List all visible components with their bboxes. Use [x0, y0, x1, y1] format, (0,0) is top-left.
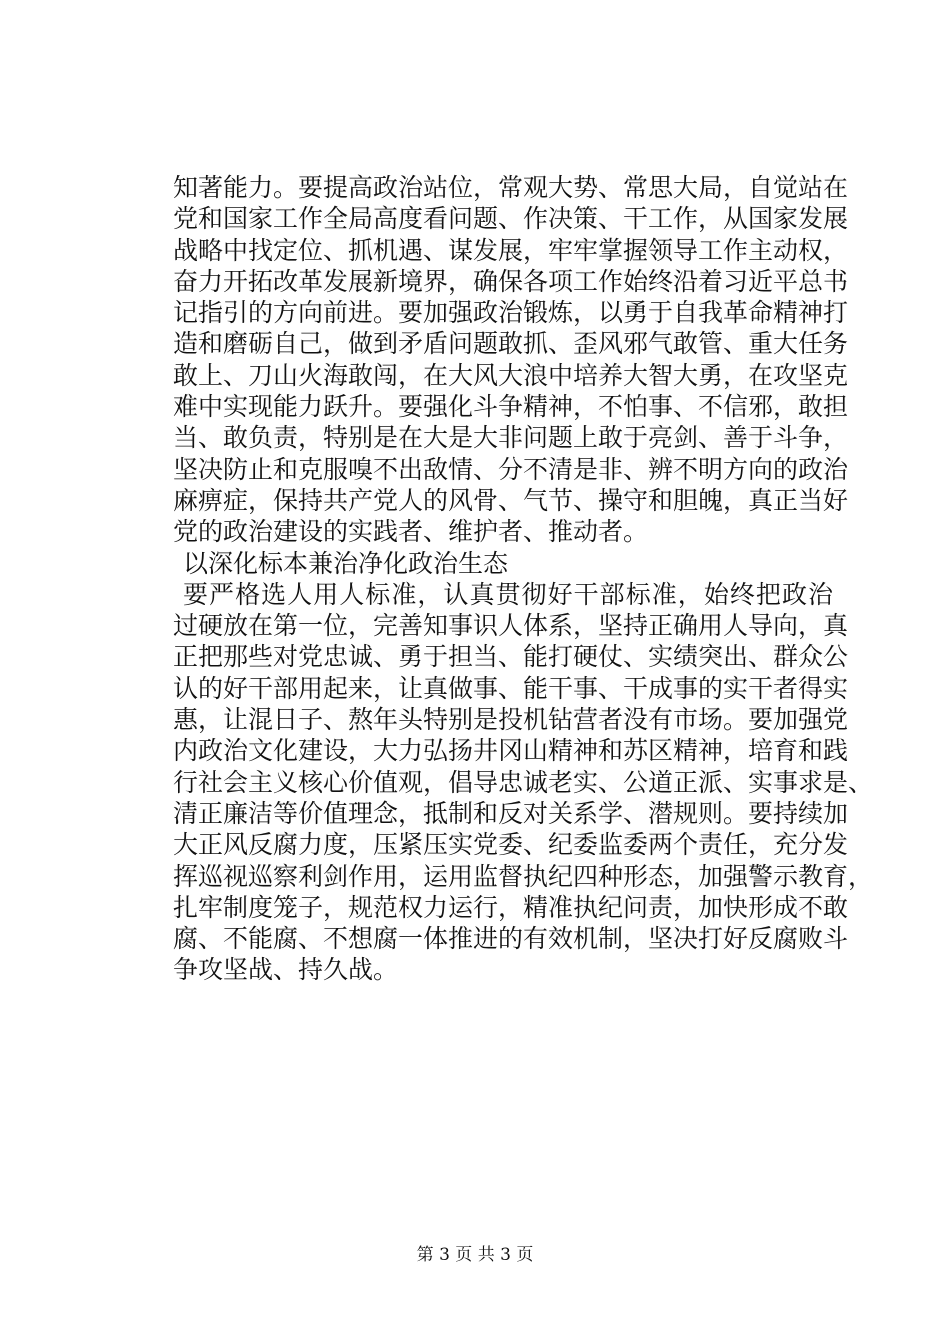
text-line: 麻痹症，保持共产党人的风骨、气节、操守和胆魄，真正当好 — [173, 485, 849, 515]
text-line: 造和磨砺自己，做到矛盾问题敢抓、歪风邪气敢管、重大任务 — [173, 329, 849, 359]
text-line: 内政治文化建设，大力弘扬井冈山精神和苏区精神，培育和践 — [173, 736, 849, 766]
text-line: 党的政治建设的实践者、维护者、推动者。 — [173, 517, 649, 547]
text-line: 敢上、刀山火海敢闯，在大风大浪中培养大智大勇，在攻坚克 — [173, 360, 849, 390]
text-line: 正把那些对党忠诚、勇于担当、能打硬仗、实绩突出、群众公 — [173, 642, 849, 672]
body-text — [173, 172, 874, 986]
text-line: 大正风反腐力度，压紧压实党委、纪委监委两个责任，充分发 — [173, 830, 849, 860]
page-number: 第 3 页 共 3 页 — [416, 1245, 534, 1265]
text-line: 行社会主义核心价值观，倡导忠诚老实、公道正派、实事求是、 — [173, 767, 874, 797]
text-line: 知著能力。要提高政治站位，常观大势、常思大局，自觉站在 — [173, 173, 849, 202]
text-line: 扎牢制度笼子，规范权力运行，精准执纪问责，加快形成不敢 — [173, 892, 849, 922]
text-line: 战略中找定位、抓机遇、谋发展，牢牢掌握领导工作主动权， — [173, 235, 849, 265]
text-line: 腐、不能腐、不想腐一体推进的有效机制，坚决打好反腐败斗 — [173, 924, 849, 954]
text-line: 要严格选人用人标准，认真贯彻好干部标准，始终把政治 — [183, 579, 833, 609]
text-line: 惠，让混日子、熬年头特别是投机钻营者没有市场。要加强党 — [173, 705, 849, 735]
text-line: 党和国家工作全局高度看问题、作决策、干工作，从国家发展 — [173, 204, 849, 234]
text-line: 清正廉洁等价值理念，抵制和反对关系学、潜规则。要持续加 — [173, 798, 849, 828]
text-line: 过硬放在第一位，完善知事识人体系，坚持正确用人导向，真 — [173, 611, 849, 641]
section-heading: 以深化标本兼治净化政治生态 — [183, 548, 509, 578]
text-line: 当、敢负责，特别是在大是大非问题上敢于亮剑、善于斗争， — [173, 423, 849, 453]
text-line: 认的好干部用起来，让真做事、能干事、干成事的实干者得实 — [173, 673, 849, 703]
text-line: 记指引的方向前进。要加强政治锻炼，以勇于自我革命精神打 — [173, 298, 849, 328]
text-line: 争攻坚战、持久战。 — [173, 955, 399, 985]
text-line: 难中实现能力跃升。要强化斗争精神，不怕事、不信邪，敢担 — [173, 392, 849, 422]
text-line: 挥巡视巡察利剑作用，运用监督执纪四种形态，加强警示教育， — [173, 861, 874, 891]
text-line: 坚决防止和克服嗅不出敌情、分不清是非、辨不明方向的政治 — [173, 454, 849, 484]
text-line: 奋力开拓改革发展新境界，确保各项工作始终沿着习近平总书 — [173, 266, 849, 296]
